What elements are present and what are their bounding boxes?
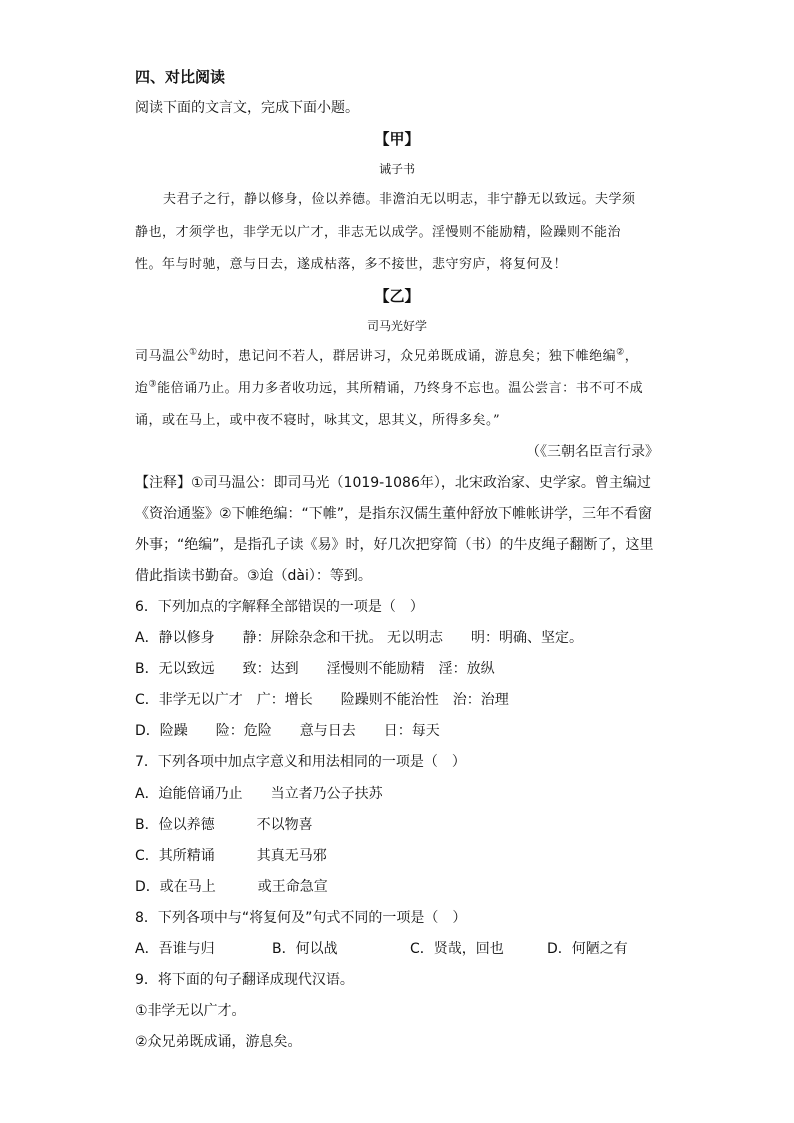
footnote-mark-3: ③ xyxy=(148,379,158,390)
question-8-option-a: A．吾谁与归 xyxy=(135,941,215,957)
question-8-option-c: C．贤哉，回也 xyxy=(410,941,504,957)
footnote-mark-2: ② xyxy=(616,347,625,358)
section-title: 四、对比阅读 xyxy=(135,68,226,86)
question-6-option-b: B．无以致远 致：达到 淫慢则不能励精 淫：放纵 xyxy=(135,661,495,677)
yi-line1-c: ， xyxy=(624,349,639,364)
notes-line-4: 借此指读书勤奋。③迨（dài）：等到。 xyxy=(135,568,372,584)
jia-text-line-1: 夫君子之行，静以修身，俭以养德。非澹泊无以明志，非宁静无以致远。夫学须 xyxy=(163,192,636,207)
footnote-mark-1: ① xyxy=(189,347,198,358)
notes-line-1: 【注释】①司马温公：即司马光（1019-1086年），北宋政治家、史学家。曾主编过 xyxy=(135,475,651,491)
yi-line2-b: 能倍诵乃止。用力多者收功远，其所精诵，乃终身不忘也。温公尝言：书不可不成 xyxy=(157,381,644,396)
jia-label: 【甲】 xyxy=(374,130,420,148)
yi-text-line-2 xyxy=(135,380,643,398)
yi-text-line-1 xyxy=(135,348,638,366)
yi-title: 司马光好学 xyxy=(366,319,427,333)
question-9-item-2: ②众兄弟既成诵，游息矣。 xyxy=(135,1034,302,1050)
jia-text-line-2: 静也，才须学也，非学无以广才，非志无以成学。淫慢则不能励精，险躁则不能治 xyxy=(135,225,622,240)
notes-line-3: 外事；“绝编”，是指孔子读《易》时，好几次把穿简（书）的牛皮绳子翻断了，这里 xyxy=(135,537,654,553)
jia-title: 诫子书 xyxy=(378,162,415,176)
question-6-option-a: A．静以修身 静：屏除杂念和干扰。 无以明志 明：明确、坚定。 xyxy=(135,630,584,646)
jia-text-line-3: 性。年与时驰，意与日去，遂成枯落，多不接世，悲守穷庐，将复何及！ xyxy=(135,257,568,272)
yi-text-line-3: 诵，或在马上，或中夜不寝时，咏其文，思其义，所得多矣。” xyxy=(135,413,501,428)
question-8-stem: 8．下列各项中与“将复何及”句式不同的一项是（ ） xyxy=(135,910,467,926)
instruction: 阅读下面的文言文，完成下面小题。 xyxy=(135,100,359,116)
question-6-stem: 6．下列加点的字解释全部错误的一项是（ ） xyxy=(135,599,424,615)
question-8-option-d: D．何陋之有 xyxy=(547,941,628,957)
question-6-option-c: C．非学无以广才 广：增长 险躁则不能治性 治：治理 xyxy=(135,692,509,708)
notes-line-2: 《资治通鉴》②下帷绝编：“下帷”，是指东汉儒生董仲舒放下帷帐讲学，三年不看窗 xyxy=(135,506,653,522)
yi-label: 【乙】 xyxy=(374,287,420,305)
question-7-option-b: B．俭以养德 不以物喜 xyxy=(135,817,313,833)
yi-line1-a: 司马温公 xyxy=(135,349,190,364)
yi-source: （《三朝名臣言行录》 xyxy=(526,444,659,460)
question-7-option-d: D．或在马上 或王命急宣 xyxy=(135,879,328,895)
yi-line2-a: 迨 xyxy=(135,381,149,396)
question-7-option-a: A．迨能倍诵乃止 当立者乃公子扶苏 xyxy=(135,786,383,802)
question-6-option-d: D．险躁 险：危险 意与日去 日：每天 xyxy=(135,723,440,739)
question-9-item-1: ①非学无以广才。 xyxy=(135,1003,246,1019)
question-8-option-b: B．何以战 xyxy=(272,941,338,957)
yi-line1-b: 幼时，患记问不若人，群居讲习，众兄弟既成诵，游息矣；独下帷绝编 xyxy=(197,349,617,364)
question-9-stem: 9．将下面的句子翻译成现代汉语。 xyxy=(135,972,354,988)
question-7-option-c: C．其所精诵 其真无马邪 xyxy=(135,848,327,864)
question-7-stem: 7．下列各项中加点字意义和用法相同的一项是（ ） xyxy=(135,754,466,770)
